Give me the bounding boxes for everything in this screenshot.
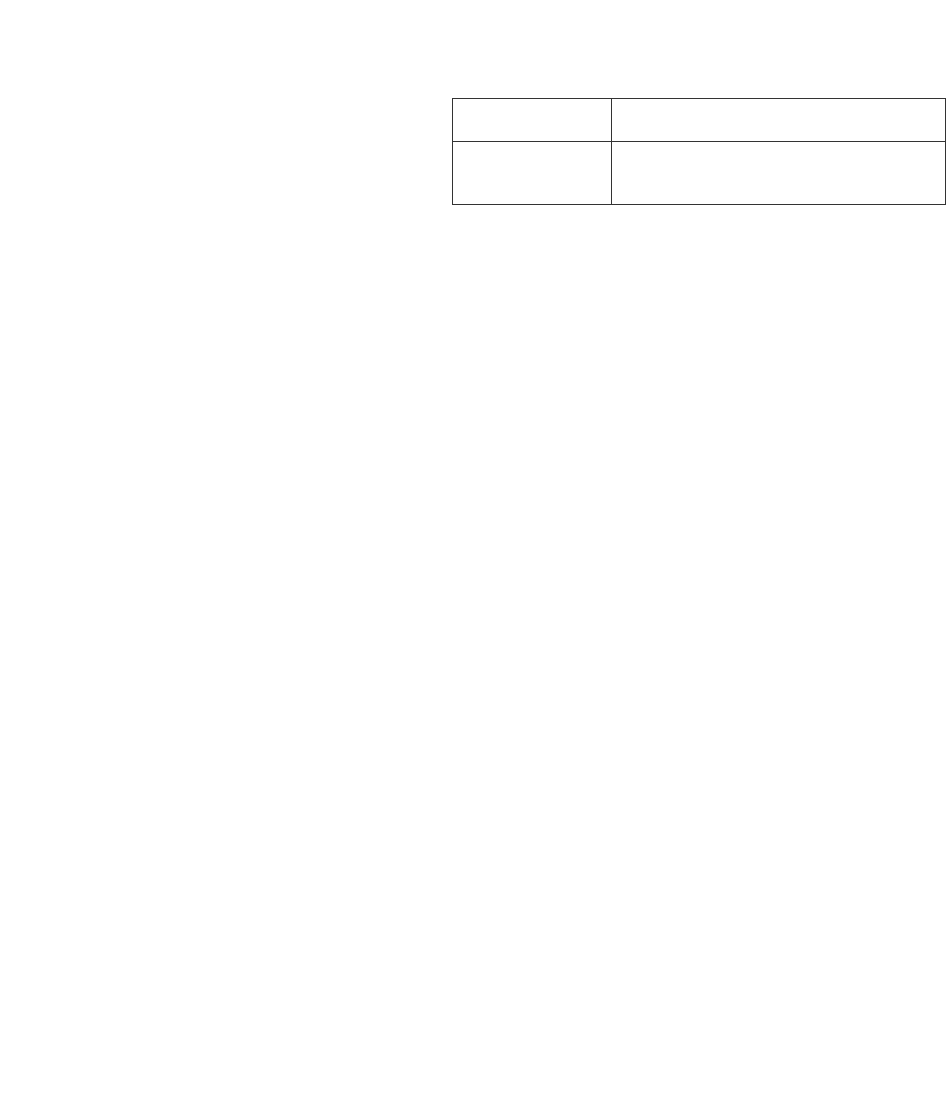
table-subheader-row xyxy=(453,142,946,205)
header-approximated xyxy=(612,142,946,205)
header-expression xyxy=(477,142,612,205)
header-expression-terms xyxy=(612,99,946,142)
answer-table xyxy=(452,98,946,205)
table-header-row xyxy=(453,99,946,142)
